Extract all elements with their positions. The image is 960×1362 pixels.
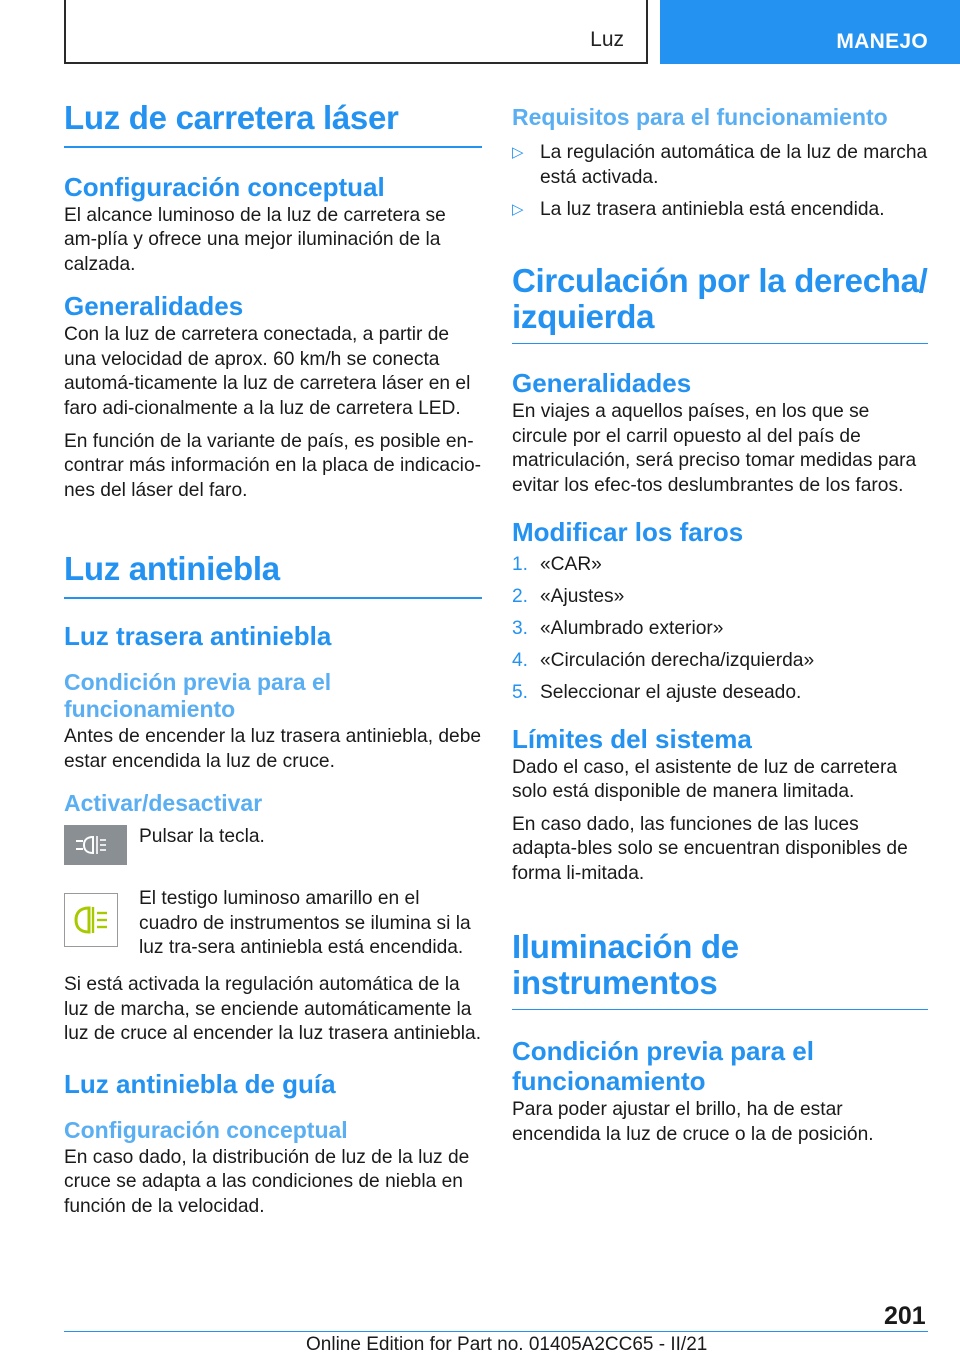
heading-system-limits: Límites del sistema: [512, 723, 752, 754]
paragraph-press-button: Pulsar la tecla.: [139, 826, 265, 848]
list-item: [512, 681, 928, 706]
paragraph-limits-2: En caso dado, las funciones de las luces adapta-bles solo se encuentran disponibles de forma li-mitada.: [512, 813, 908, 884]
paragraph-limits-1: Dado el caso, el asistente de luz de carretera solo está disponible de manera limitada.: [512, 756, 898, 803]
rear-fog-light-button-icon: [64, 825, 127, 865]
paragraph-concept-2: En caso dado, la distribución de luz de la luz de cruce se adapta a las condiciones de niebla en función de la velocidad.: [64, 1146, 470, 1217]
step-number: 3.: [512, 617, 529, 639]
heading-general: Generalidades: [64, 291, 244, 322]
right-column: [512, 100, 928, 1147]
heading-fog-light: Luz antiniebla: [64, 550, 280, 588]
footer-rule: [64, 1331, 928, 1332]
heading-general-2: Generalidades: [512, 368, 692, 399]
list-item: [512, 649, 928, 674]
heading-concept-2: Configuración conceptual: [64, 1116, 348, 1143]
header-section-box: [64, 0, 648, 64]
steps-list: [512, 553, 928, 706]
list-item: [512, 617, 928, 642]
paragraph-general-3: En viajes a aquellos países, en los que se circule por el carril opuesto al del país de matriculación, será preciso tomar medidas para evitar los efec-tos deslumbrantes de los faros.: [512, 401, 917, 497]
left-column: [64, 100, 482, 1219]
heading-activate-deactivate: Activar/desactivar: [64, 790, 263, 817]
paragraph-precondition-2: Para poder ajustar el brillo, ha de estar encendida la luz de cruce o la de posición.: [512, 1099, 874, 1145]
heading-rule: [512, 343, 928, 345]
step-text: «Ajustes»: [540, 585, 625, 607]
step-text: «Alumbrado exterior»: [540, 617, 724, 639]
heading-precondition: Condición previa para el funcionamiento: [64, 668, 332, 722]
step-text: «Circulación derecha/izquierda»: [540, 649, 815, 671]
heading-rule: [64, 146, 482, 148]
heading-rule: [512, 1009, 928, 1011]
press-button-row: [64, 825, 482, 865]
list-item-text: La regulación automática de la luz de marcha está activada.: [540, 142, 928, 188]
triangle-bullet-icon: ▷: [512, 201, 524, 219]
requirements-list: [512, 141, 928, 223]
footer-edition: Online Edition for Part no. 01405A2CC65 - II/21: [306, 1334, 708, 1355]
heading-guide-fog: Luz antiniebla de guía: [64, 1068, 336, 1099]
heading-traffic-side: Circulación por la derecha/ izquierda: [512, 261, 928, 335]
heading-concept: Configuración conceptual: [64, 171, 385, 202]
paragraph-indicator: El testigo luminoso amarillo en el cuadro de instrumentos se ilumina si la luz tra-sera antiniebla está encendida.: [139, 888, 471, 959]
paragraph-precondition: Antes de encender la luz trasera antiniebla, debe estar encendida la luz de cruce.: [64, 725, 482, 772]
paragraph-general-2: En función de la variante de país, es posible en-contrar más información en la placa de indicacio-nes del láser del faro.: [64, 430, 482, 501]
list-item: [512, 585, 928, 610]
heading-modify-headlights: Modificar los faros: [512, 516, 744, 547]
list-item: [512, 553, 928, 578]
step-number: 1.: [512, 553, 529, 575]
list-item: [512, 198, 928, 223]
triangle-bullet-icon: ▷: [512, 144, 524, 161]
header-chapter-tab[interactable]: [660, 0, 960, 64]
rear-fog-light-indicator-icon: [64, 893, 118, 947]
heading-precondition-2: Condición previa para el funcionamiento: [512, 1036, 814, 1097]
heading-instrument-lighting: Iluminación de instrumentos: [512, 927, 739, 1001]
paragraph-concept: El alcance luminoso de la luz de carretera se am-plía y ofrece una mejor iluminación de la calzada.: [64, 204, 446, 275]
heading-laser-high-beam: Luz de carretera láser: [64, 99, 399, 136]
step-number: 4.: [512, 649, 529, 671]
step-text: «CAR»: [540, 553, 602, 575]
paragraph-general-1: Con la luz de carretera conectada, a partir de una velocidad de aprox. 60 km/h se conecta automá-ticamente la luz de carretera láser en el faro adi-cionalmente a la luz de carretera LED.: [64, 324, 471, 420]
heading-requirements: Requisitos para el funcionamiento: [512, 104, 888, 130]
header-chapter-label: MANEJO: [836, 30, 928, 53]
indicator-row: [64, 887, 482, 961]
header-section-title: Luz: [590, 28, 624, 51]
step-text: Seleccionar el ajuste deseado.: [540, 682, 802, 704]
page-number: 201: [884, 1302, 926, 1330]
list-item: [512, 141, 928, 190]
paragraph-auto-low-beam: Si está activada la regulación automática de la luz de marcha, se enciende automáticamente la luz de cruce al encender la luz trasera antiniebla.: [64, 973, 482, 1045]
heading-rule: [64, 597, 482, 599]
list-item-text: La luz trasera antiniebla está encendida.: [540, 199, 885, 221]
step-number: 5.: [512, 682, 529, 704]
heading-rear-fog: Luz trasera antiniebla: [64, 620, 332, 651]
step-number: 2.: [512, 585, 529, 607]
